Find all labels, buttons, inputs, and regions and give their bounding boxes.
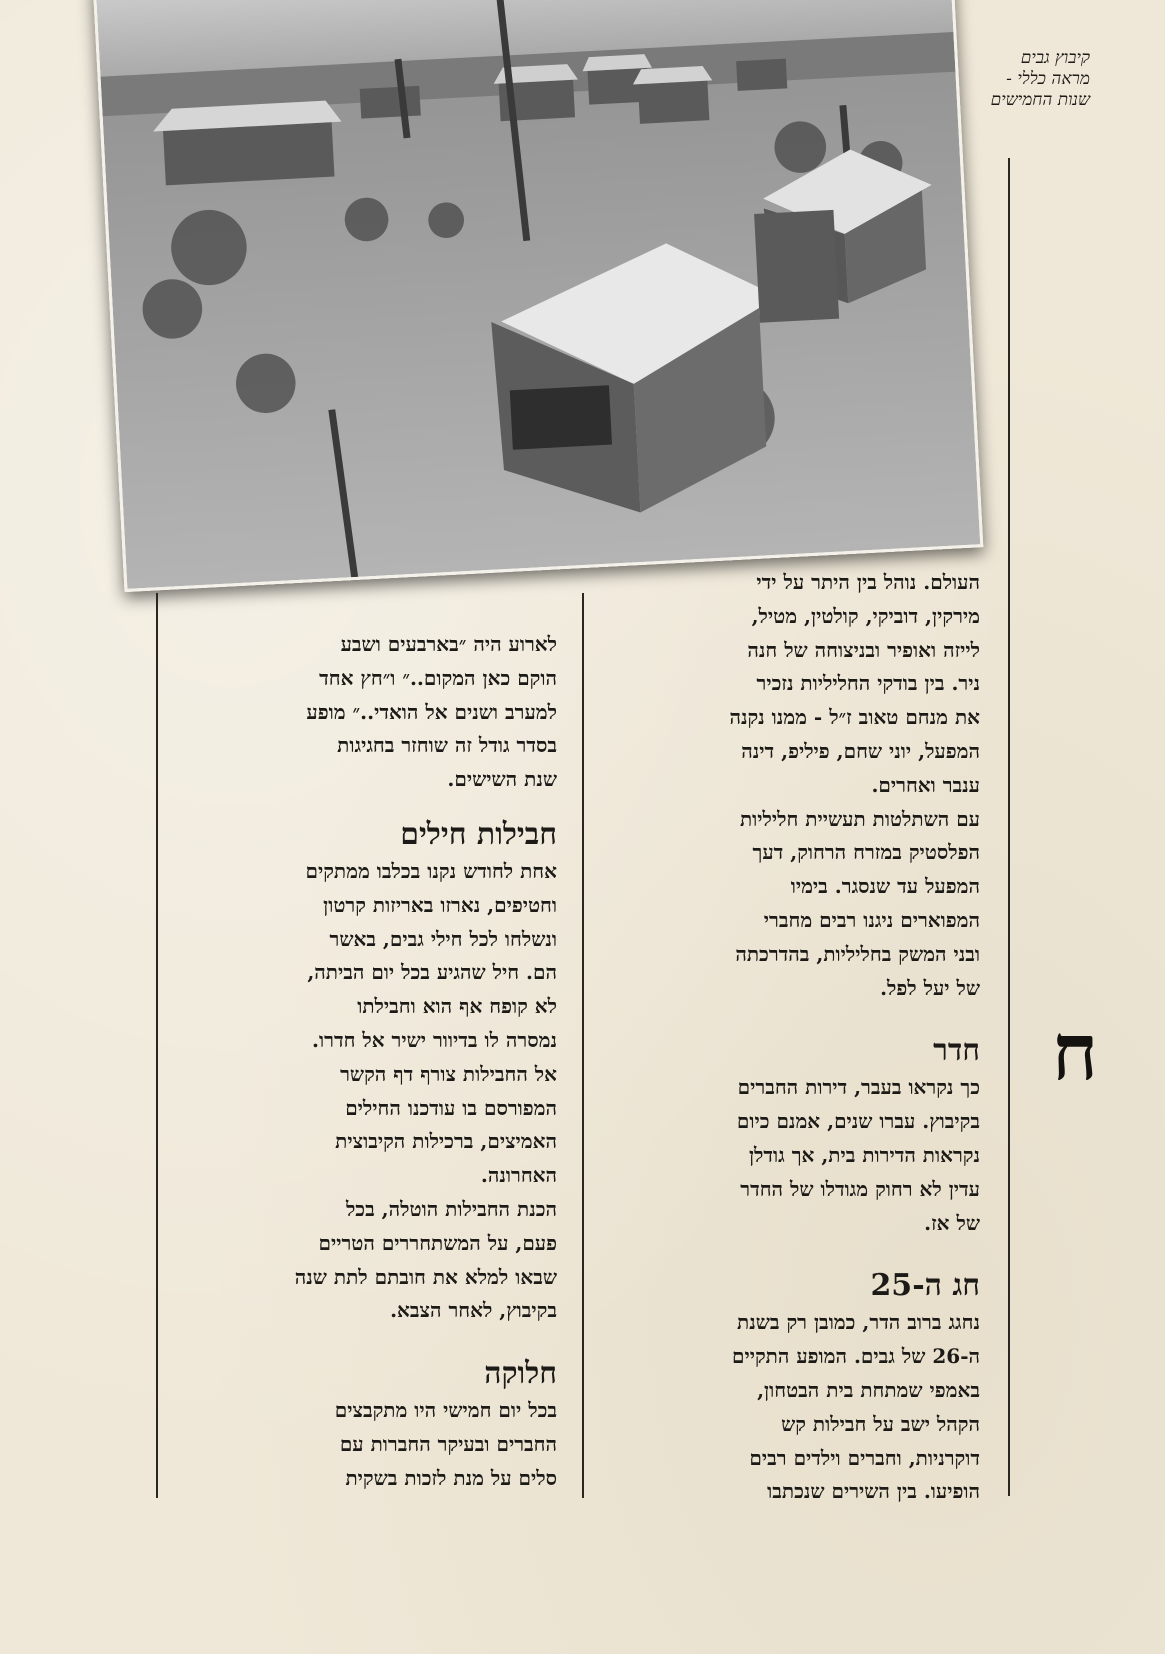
paragraph-line: של יעל לפל. [880, 975, 980, 1000]
paragraph-line: הקהל ישב על חבילות קש [781, 1411, 980, 1436]
paragraph-line: הכנת החבילות הוטלה, בכל [345, 1196, 557, 1221]
section-heading-havilot: חבילות חילים [400, 816, 557, 852]
paragraph-line: בכל יום חמישי היו מתקבצים [334, 1398, 557, 1423]
paragraph-line: עם השתלטות תעשיית חליליות [739, 806, 980, 831]
caption-line-1: קיבוץ גבים [1020, 48, 1090, 68]
paragraph-line: המפוארים ניגנו רבים מחברי [763, 907, 980, 932]
paragraph-line: האמיצים, ברכילות הקיבוצית [335, 1129, 557, 1154]
column-rule-left [156, 593, 158, 1498]
paragraph-line: לייזה ואופיר ובניצוחה של חנה [747, 637, 980, 662]
paragraph-line: העולם. נוהל בין היתר על ידי [756, 570, 980, 594]
paragraph-line: המפורסם בו עודכנו החילים [345, 1095, 557, 1120]
paragraph-line: וחטיפים, נארזו באריזות קרטון [323, 892, 557, 917]
paragraph-line: החברים ובעיקר החברות עם [339, 1431, 557, 1456]
paragraph-line: האחרונה. [480, 1163, 557, 1188]
paragraph-line: של אז. [924, 1210, 980, 1235]
section-heading-halukka: חלוקה [484, 1356, 557, 1392]
paragraph-line: באמפי שמתחת בית הבטחון, [757, 1377, 980, 1402]
paragraph-line: הפלסטיק במזרח הרחוק, דעך [752, 840, 980, 865]
right-column [610, 566, 980, 1509]
section-heading-heder: חדר [933, 1033, 980, 1069]
paragraph-line: עדין לא רחוק מגודלו של החדר [740, 1176, 980, 1201]
paragraph-line: לארוע היה ״בארבעים ושבע [340, 632, 557, 656]
paragraph-line: דוקרניות, וחברים וילדים רבים [749, 1445, 980, 1470]
paragraph-line: ובני המשק בחליליות, בהדרכתה [735, 941, 980, 966]
paragraph-line: ונשלחו לכל חילי גבים, באשר [329, 926, 557, 951]
paragraph-line: הוקם כאן המקום..״ ו״חץ אחד [319, 665, 557, 690]
paragraph-line: מירקין, דוביקי, קולטין, מטיל, [751, 603, 980, 628]
paragraph-line: שבאו למלא את חובתם לתת שנה [294, 1264, 557, 1289]
paragraph-line: ה-26 של גבים. המופע התקיים [732, 1344, 980, 1369]
photo-caption [960, 48, 1090, 111]
paragraph-line: אחת לחודש נקנו בכלבו ממתקים [305, 858, 557, 883]
paragraph-line: נמסרה לו בדיוור ישיר אל חדרו. [312, 1027, 557, 1052]
chapter-letter: ח [1051, 1007, 1099, 1098]
paragraph-line: ענבר ואחרים. [871, 772, 980, 797]
kibbutz-photo-frame [93, 0, 984, 592]
paragraph-line: שנת השישים. [447, 767, 557, 792]
paragraph-line: הופיעו. בין השירים שנכתבו [767, 1479, 980, 1504]
paragraph-line: בסדר גודל זה שוחזר בחגיגות [337, 733, 557, 758]
paragraph-line: לא קופח אף הוא וחבילתו [357, 994, 557, 1019]
paragraph-line: את מנחם טאוב ז״ל - ממנו נקנה [729, 705, 980, 730]
left-column [182, 628, 557, 1496]
paragraph-line: המפעל עד שנסגר. בימיו [790, 874, 980, 899]
paragraph-line: סלים על מנת לזכות בשקית [345, 1465, 557, 1490]
paragraph-line: אל החבילות צורף דף הקשר [340, 1061, 557, 1086]
kibbutz-photo [93, 0, 984, 592]
caption-line-3: שנות החמישים [990, 90, 1090, 110]
paragraph-line: פעם, על המשתחררים הטריים [318, 1230, 557, 1255]
column-rule-right [1008, 158, 1010, 1496]
column-rule-middle [582, 593, 584, 1498]
paragraph-line: הם. חיל שהגיע בכל יום הביתה, [307, 960, 557, 985]
paragraph-line: בקיבוץ. עברו שנים, אמנם כיום [736, 1109, 980, 1134]
paragraph-line: כך נקראו בעבר, דירות החברים [737, 1075, 980, 1100]
paragraph-line: המפעל, יוני שחם, פיליפ, דינה [741, 738, 980, 763]
section-heading-hag25: חג ה-25 [870, 1268, 980, 1304]
paragraph-line: נקראות הדירות בית, אך גודלן [748, 1142, 980, 1167]
paragraph-line: למערב ושנים אל הואדי..״ מופע [306, 699, 557, 724]
paragraph-line: בקיבוץ, לאחר הצבא. [390, 1298, 557, 1323]
paragraph-line: ניר. בין בודקי החליליות נזכיר [756, 671, 980, 696]
kibbutz-photo-image [96, 0, 980, 589]
paragraph-line: נחגג ברוב הדר, כמובן רק בשנת [737, 1310, 980, 1335]
caption-line-2: מראה כללי - [1006, 69, 1090, 89]
